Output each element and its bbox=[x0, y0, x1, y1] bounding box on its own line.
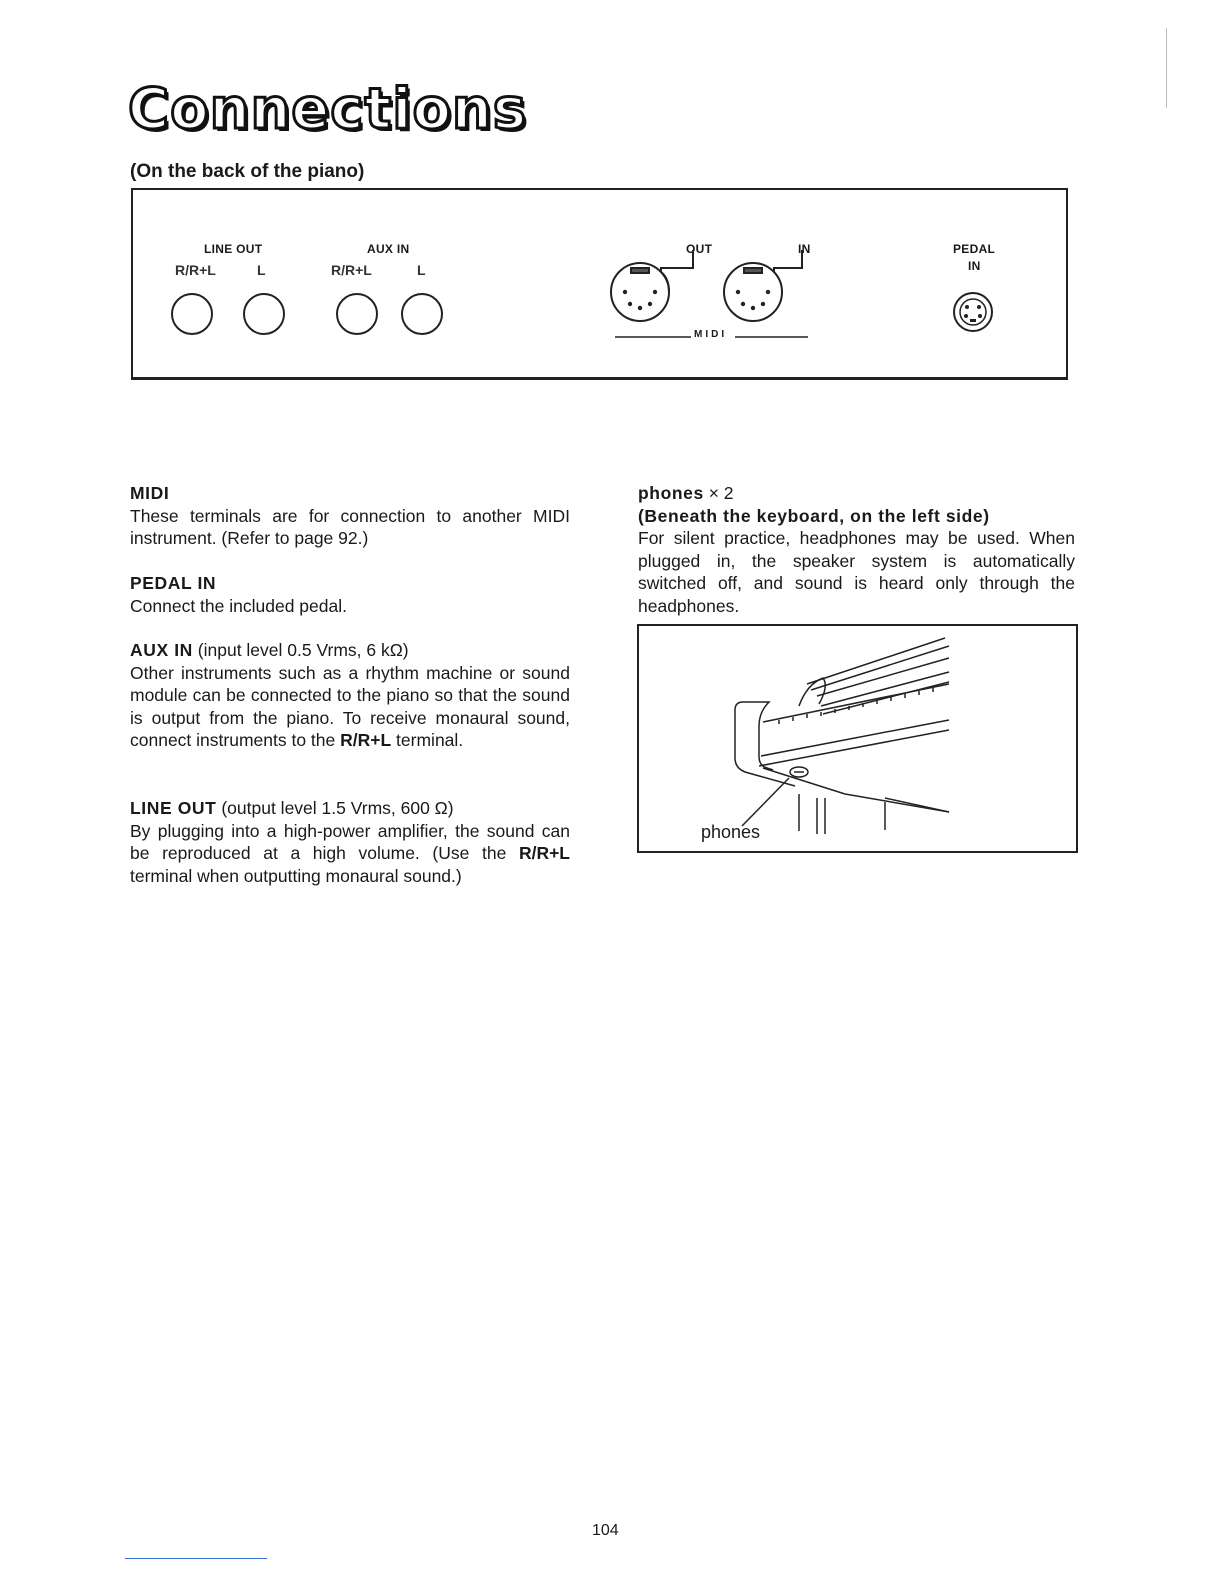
pedal-in-label-bottom: IN bbox=[968, 259, 981, 273]
aux-in-terminal: R/R+L bbox=[340, 730, 392, 751]
margin-mark bbox=[1166, 28, 1167, 108]
aux-in-label: AUX IN bbox=[367, 242, 410, 256]
pedal-in-section bbox=[130, 572, 570, 617]
line-out-terminal: R/R+L bbox=[518, 843, 570, 864]
page-number: 104 bbox=[592, 1522, 619, 1539]
aux-in-left-label: L bbox=[417, 262, 426, 278]
pedal-in-heading: PEDAL IN bbox=[130, 573, 217, 593]
line-out-right-label: R/R+L bbox=[175, 262, 216, 278]
page-title: Connections bbox=[128, 77, 528, 142]
midi-label: MIDI bbox=[691, 329, 730, 340]
line-out-heading: LINE OUT bbox=[130, 798, 217, 818]
aux-in-heading: AUX IN bbox=[130, 640, 193, 660]
pedal-in-label-top: PEDAL bbox=[953, 242, 996, 256]
pedal-in-jack bbox=[951, 290, 995, 334]
aux-in-spec: (input level 0.5 Vrms, 6 kΩ) bbox=[192, 640, 409, 660]
midi-in-label: IN bbox=[798, 242, 811, 256]
line-out-right-jack bbox=[171, 293, 213, 335]
aux-in-tail: terminal. bbox=[391, 730, 464, 751]
line-out-body: By plugging into a high-power amplifier, the sound can be reproduced at a high volume. (Use the bbox=[130, 820, 570, 864]
midi-heading: MIDI bbox=[130, 483, 170, 503]
aux-in-right-jack bbox=[336, 293, 378, 335]
phones-section bbox=[638, 482, 1075, 618]
back-panel-diagram bbox=[131, 188, 1068, 380]
phones-location: (Beneath the keyboard, on the left side) bbox=[638, 505, 990, 526]
panel-subtitle: (On the back of the piano) bbox=[130, 161, 365, 182]
aux-in-section bbox=[130, 639, 570, 752]
piano-side-graphic bbox=[639, 626, 1078, 853]
aux-in-body: Other instruments such as a rhythm machine or sound module can be connected to the piano so that the sound is output from the piano. To receive monaural sound, connect instruments to the bbox=[130, 662, 570, 751]
line-out-section bbox=[130, 797, 570, 887]
line-out-left-label: L bbox=[257, 262, 266, 278]
midi-out-label: OUT bbox=[686, 242, 713, 256]
phones-count: × 2 bbox=[703, 483, 734, 503]
footer-divider bbox=[125, 1558, 267, 1559]
pedal-in-body: Connect the included pedal. bbox=[130, 595, 347, 616]
aux-in-left-jack bbox=[401, 293, 443, 335]
line-out-spec: (output level 1.5 Vrms, 600 Ω) bbox=[216, 798, 454, 818]
line-out-label: LINE OUT bbox=[204, 242, 263, 256]
line-out-tail: terminal when outputting monaural sound.) bbox=[130, 865, 462, 886]
phones-callout: phones bbox=[701, 822, 761, 842]
phones-heading: phones bbox=[638, 483, 704, 503]
midi-body: These terminals are for connection to another MIDI instrument. (Refer to page 92.) bbox=[130, 505, 570, 549]
midi-section bbox=[130, 482, 570, 550]
phones-illustration bbox=[637, 624, 1078, 853]
phones-body: For silent practice, headphones may be used. When plugged in, the speaker system is automatically switched off, and sound is heard only through the headphones. bbox=[638, 528, 1075, 616]
aux-in-right-label: R/R+L bbox=[331, 262, 372, 278]
line-out-left-jack bbox=[243, 293, 285, 335]
